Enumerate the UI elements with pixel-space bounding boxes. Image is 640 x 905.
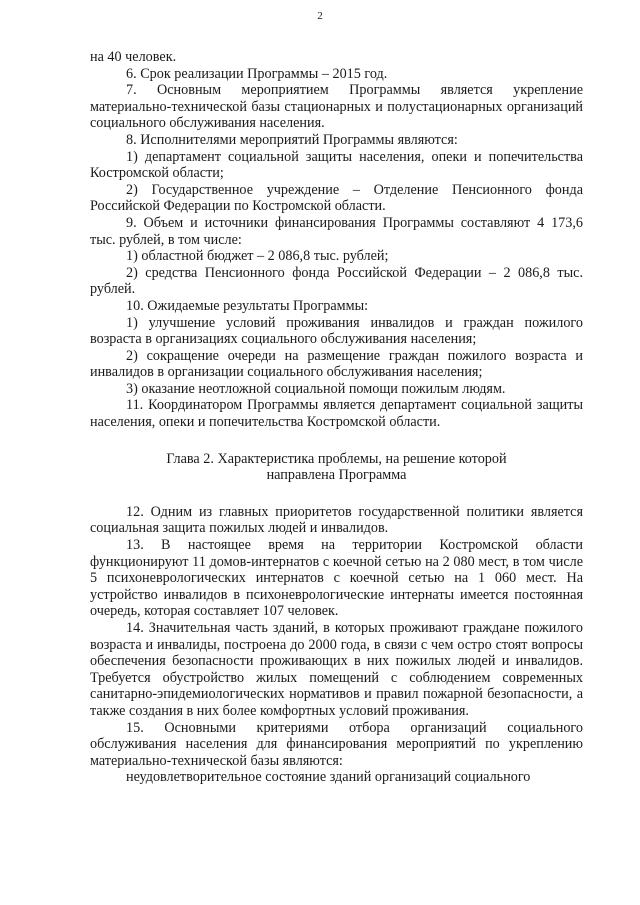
paragraph: 13. В настоящее время на территории Костромской области функционируют 11 домов-интернатов с коечной сетью на 2 080 мест, в том числе 5 психоневрологических интернатов с коечной сетью на 1 060 мест. На устройство инвалидов в психоневрологические интернаты имеется постоянная очередь, которая составляет 107 человек. <box>90 537 583 620</box>
chapter-heading-line-1: Глава 2. Характеристика проблемы, на решение которой <box>166 450 507 467</box>
paragraph: 14. Значительная часть зданий, в которых проживают граждане пожилого возраста и инвалиды, построена до 2000 года, в связи с чем остро стоят вопросы обеспечения безопасности проживающих в них пожилых людей и инвалидов. Требуется обустройство жилых помещений с соблюдением современных санитарно-эпидемиологических нормативов и правил пожарной безопасности, а также создания в них более комфортных условий проживания. <box>90 620 583 719</box>
paragraph: 1) улучшение условий проживания инвалидов и граждан пожилого возраста в организациях социального обслуживания населения; <box>90 314 583 348</box>
paragraph: 3) оказание неотложной социальной помощи пожилым людям. <box>126 380 506 397</box>
paragraph: 7. Основным мероприятием Программы является укрепление материально-технической базы стационарных и полустационарных организаций социального обслуживания населения. <box>90 82 583 132</box>
paragraph: 11. Координатором Программы является департамент социальной защиты населения, опеки и попечительства Костромской области. <box>90 397 583 431</box>
paragraph: 6. Срок реализации Программы – 2015 год. <box>126 65 388 82</box>
section-before-heading <box>90 49 583 431</box>
paragraph: 2) Государственное учреждение – Отделение Пенсионного фонда Российской Федерации по Костромской области. <box>90 181 583 215</box>
paragraph: 1) областной бюджет – 2 086,8 тыс. рублей; <box>126 248 389 265</box>
paragraph: 10. Ожидаемые результаты Программы: <box>126 297 369 314</box>
chapter-heading <box>90 451 583 484</box>
chapter-heading-line-2: направлена Программа <box>266 467 407 484</box>
paragraph: 15. Основными критериями отбора организаций социального обслуживания населения для финансирования мероприятий по укреплению материально-технической базы являются: <box>90 719 583 769</box>
paragraph: на 40 человек. <box>90 49 177 65</box>
section-after-heading <box>90 504 583 786</box>
paragraph: 8. Исполнителями мероприятий Программы являются: <box>126 131 458 148</box>
paragraph: 2) средства Пенсионного фонда Российской Федерации – 2 086,8 тыс. рублей. <box>90 264 583 298</box>
paragraph: неудовлетворительное состояние зданий организаций социального <box>126 769 531 786</box>
page-number: 2 <box>317 10 323 22</box>
paragraph: 12. Одним из главных приоритетов государственной политики является социальная защита пожилых людей и инвалидов. <box>90 503 583 537</box>
body-text <box>90 49 583 786</box>
paragraph: 2) сокращение очереди на размещение граждан пожилого возраста и инвалидов в организации социального обслуживания населения; <box>90 347 583 381</box>
paragraph: 9. Объем и источники финансирования Программы составляют 4 173,6 тыс. рублей, в том числе: <box>90 214 583 248</box>
paragraph: 1) департамент социальной защиты населения, опеки и попечительства Костромской области; <box>90 148 583 182</box>
